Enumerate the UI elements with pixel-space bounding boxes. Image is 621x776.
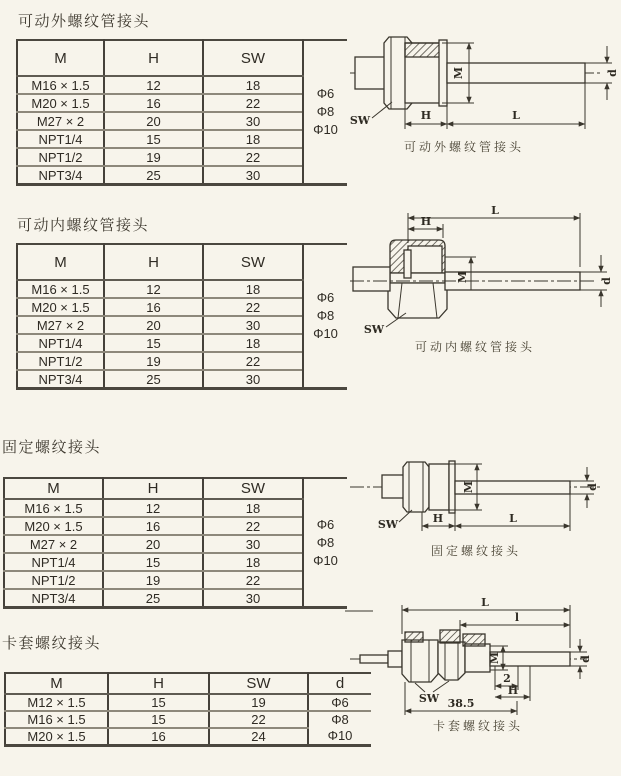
internal-thread-bore — [408, 246, 442, 273]
table-row — [17, 298, 347, 316]
diagram-caption: 可动内螺纹管接头 — [414, 340, 536, 354]
table-cell: 22 — [203, 298, 303, 316]
dim-label-d: d — [586, 483, 599, 491]
column-header: H — [104, 244, 203, 280]
table-cell: 22 — [203, 148, 303, 166]
dim-label-sw: SW — [377, 518, 399, 531]
table-cell: 25 — [104, 166, 203, 185]
dim-label-l: L — [491, 204, 499, 217]
table-cell: 22 — [209, 711, 308, 728]
inner-tube — [404, 250, 411, 278]
spec-table-fixed-thread — [3, 477, 347, 609]
table-row — [17, 112, 347, 130]
dim-label-h: H — [420, 215, 432, 228]
diagram-caption: 卡套螺纹接头 — [432, 719, 524, 733]
table-cell: 12 — [103, 499, 203, 517]
phi-notes — [303, 40, 347, 185]
table-cell: 19 — [209, 694, 308, 711]
phi-notes — [303, 478, 347, 608]
hex-nut-2 — [438, 642, 465, 680]
table-cell: 30 — [203, 166, 303, 185]
table-cell: NPT1/4 — [17, 334, 104, 352]
table-cell: 25 — [103, 589, 203, 608]
phi-note: Φ10 — [313, 122, 338, 137]
column-header: M — [17, 244, 104, 280]
table-cell: 16 — [104, 298, 203, 316]
probe-tube — [447, 63, 585, 83]
stem-rod — [360, 655, 388, 663]
column-header: SW — [203, 478, 303, 499]
table-cell: 18 — [203, 334, 303, 352]
table-cell: 22 — [203, 94, 303, 112]
dim-label-l: L — [509, 512, 517, 525]
diagram-movable-internal — [350, 193, 621, 358]
table-cell: M27 × 2 — [17, 112, 104, 130]
stem-block — [388, 651, 402, 667]
table-cell: 16 — [103, 517, 203, 535]
hex-nut — [403, 462, 429, 512]
dim-label-l: L — [481, 596, 489, 609]
dim-label-l: L — [512, 109, 520, 122]
table-cell: M27 × 2 — [4, 535, 103, 553]
table-row — [4, 589, 347, 608]
table-cell: 18 — [203, 499, 303, 517]
table-row — [17, 316, 347, 334]
column-header: SW — [203, 40, 303, 76]
spec-table-ferrule-thread — [4, 672, 371, 747]
dim-label-m: M — [488, 651, 501, 665]
section-title-fixed-thread: 固定螺纹接头 — [2, 438, 102, 456]
collar — [449, 461, 455, 513]
phi-note: Φ6 — [316, 290, 335, 305]
table-row — [17, 280, 347, 298]
table-cell: NPT3/4 — [38, 371, 83, 387]
dim-label-sw: SW — [350, 114, 371, 127]
column-header: H — [108, 673, 209, 694]
table-cell: 19 — [104, 352, 203, 370]
table-row — [4, 571, 347, 589]
table-cell: 22 — [203, 517, 303, 535]
table-cell: NPT1/2 — [4, 571, 103, 589]
table-row — [17, 370, 347, 389]
probe-tube — [490, 652, 570, 666]
dim-label-sw: SW — [363, 323, 385, 336]
hatched-cap-3 — [463, 634, 485, 646]
phi-note: Φ6 — [316, 516, 335, 532]
phi-note: Φ8 — [316, 534, 335, 550]
table-cell: 18 — [203, 130, 303, 148]
section-title-ferrule-thread: 卡套螺纹接头 — [2, 634, 102, 652]
thread-cylinder — [429, 464, 449, 510]
dim-label-m: M — [462, 480, 475, 494]
table-cell: 15 — [104, 334, 203, 352]
table-cell: M20 × 1.5 — [17, 94, 104, 112]
diagram-movable-external — [350, 20, 621, 170]
table-cell: 18 — [203, 76, 303, 94]
dim-label-d: d — [579, 655, 592, 663]
table-cell: M16 × 1.5 — [17, 280, 104, 298]
column-header: M — [5, 673, 108, 694]
diagram-ferrule-thread — [345, 594, 621, 742]
phi-note: Φ10 — [313, 552, 338, 568]
table-cell: 16 — [104, 94, 203, 112]
table-cell: 16 — [108, 728, 209, 746]
diagram-caption: 可动外螺纹管接头 — [403, 140, 525, 154]
thread-hatch — [405, 43, 442, 57]
dim-label-h: H — [432, 512, 444, 525]
dim-label-sw: SW — [418, 692, 440, 705]
table-row — [4, 517, 347, 535]
table-row — [17, 166, 347, 185]
table-cell: M27 × 2 — [17, 316, 104, 334]
column-header: d — [308, 673, 371, 694]
stem-tube — [355, 57, 385, 89]
column-header: M — [4, 478, 103, 499]
table-row — [17, 76, 347, 94]
table-cell: 30 — [203, 535, 303, 553]
phi-note: Φ8 — [316, 308, 335, 323]
table-cell: 22 — [203, 352, 303, 370]
table-cell: 12 — [104, 76, 203, 94]
phi-note: Φ8 — [316, 104, 335, 119]
table-cell: 30 — [203, 370, 303, 389]
table-cell: NPT1/2 — [17, 352, 104, 370]
table-cell: 20 — [104, 316, 203, 334]
table-cell: 19 — [104, 148, 203, 166]
table-row — [4, 535, 347, 553]
collar — [439, 40, 447, 106]
table-cell: 19 — [103, 571, 203, 589]
table-cell: NPT1/2 — [17, 148, 104, 166]
spec-table-movable-internal — [16, 243, 347, 390]
table-cell: NPT1/4 — [4, 553, 103, 571]
table-cell: M16 × 1.5 — [5, 711, 108, 728]
stem-tube — [353, 267, 390, 291]
table-cell: 15 — [103, 553, 203, 571]
table-cell: 15 — [108, 694, 209, 711]
column-header: SW — [209, 673, 308, 694]
table-cell: M16 × 1.5 — [17, 76, 104, 94]
table-row — [17, 352, 347, 370]
dim-label-d: d — [606, 69, 619, 77]
phi-notes — [303, 244, 347, 389]
table-row — [17, 334, 347, 352]
hatched-cap-1 — [405, 632, 423, 642]
table-row — [5, 694, 371, 711]
table-cell: 18 — [203, 553, 303, 571]
section-title-movable-external: 可动外螺纹管接头 — [18, 12, 151, 30]
table-cell: 30 — [203, 589, 303, 608]
column-header: SW — [203, 244, 303, 280]
hex-nut-1 — [402, 640, 438, 682]
dim-label-38-5: 38.5 — [447, 697, 475, 710]
table-cell: 25 — [104, 370, 203, 389]
table-cell: NPT1/4 — [17, 130, 104, 148]
table-cell: M20 × 1.5 — [27, 729, 86, 744]
dim-label-m: M — [456, 270, 469, 284]
table-row — [17, 130, 347, 148]
table-cell: M12 × 1.5 — [5, 694, 108, 711]
table-cell: Φ6 — [308, 694, 371, 711]
column-header: H — [104, 40, 203, 76]
table-cell: 18 — [203, 280, 303, 298]
table-cell: 24 — [209, 728, 308, 746]
table-cell: M20 × 1.5 — [17, 298, 104, 316]
table-cell: NPT3/4 — [31, 590, 76, 606]
table-cell: 30 — [203, 112, 303, 130]
table-cell: M20 × 1.5 — [4, 517, 103, 535]
table-cell: 15 — [104, 130, 203, 148]
table-cell: 12 — [104, 280, 203, 298]
table-row — [5, 711, 371, 728]
column-header: H — [103, 478, 203, 499]
dim-label-d: d — [600, 277, 613, 285]
dim-label-l2: l — [514, 611, 520, 624]
table-cell: 15 — [108, 711, 209, 728]
table-row — [4, 499, 347, 517]
dim-label-2: 2 — [503, 672, 511, 685]
table-row — [17, 148, 347, 166]
diagram-fixed-thread — [345, 446, 621, 564]
dim-label-m: M — [452, 66, 465, 80]
hex-nut — [388, 283, 447, 318]
table-cell: Φ8 — [331, 712, 349, 727]
diagram-caption: 固定螺纹接头 — [430, 544, 522, 558]
table-cell: Φ10 — [327, 728, 353, 743]
table-cell: NPT3/4 — [38, 167, 83, 183]
table-cell: 30 — [203, 316, 303, 334]
table-row — [17, 94, 347, 112]
ferrule-body — [465, 644, 490, 672]
spec-table-movable-external — [16, 39, 347, 186]
dim-label-h: H — [420, 109, 432, 122]
table-cell: M16 × 1.5 — [4, 499, 103, 517]
table-row — [4, 553, 347, 571]
phi-note: Φ10 — [313, 326, 338, 341]
table-cell: 20 — [104, 112, 203, 130]
body-band — [390, 273, 445, 283]
phi-note: Φ6 — [316, 86, 335, 101]
column-header: M — [17, 40, 104, 76]
section-title-movable-internal: 可动内螺纹管接头 — [17, 216, 150, 234]
hatched-cap-2 — [440, 630, 460, 643]
table-cell: 20 — [103, 535, 203, 553]
dim-label-h: H — [507, 684, 519, 697]
table-cell: 22 — [203, 571, 303, 589]
